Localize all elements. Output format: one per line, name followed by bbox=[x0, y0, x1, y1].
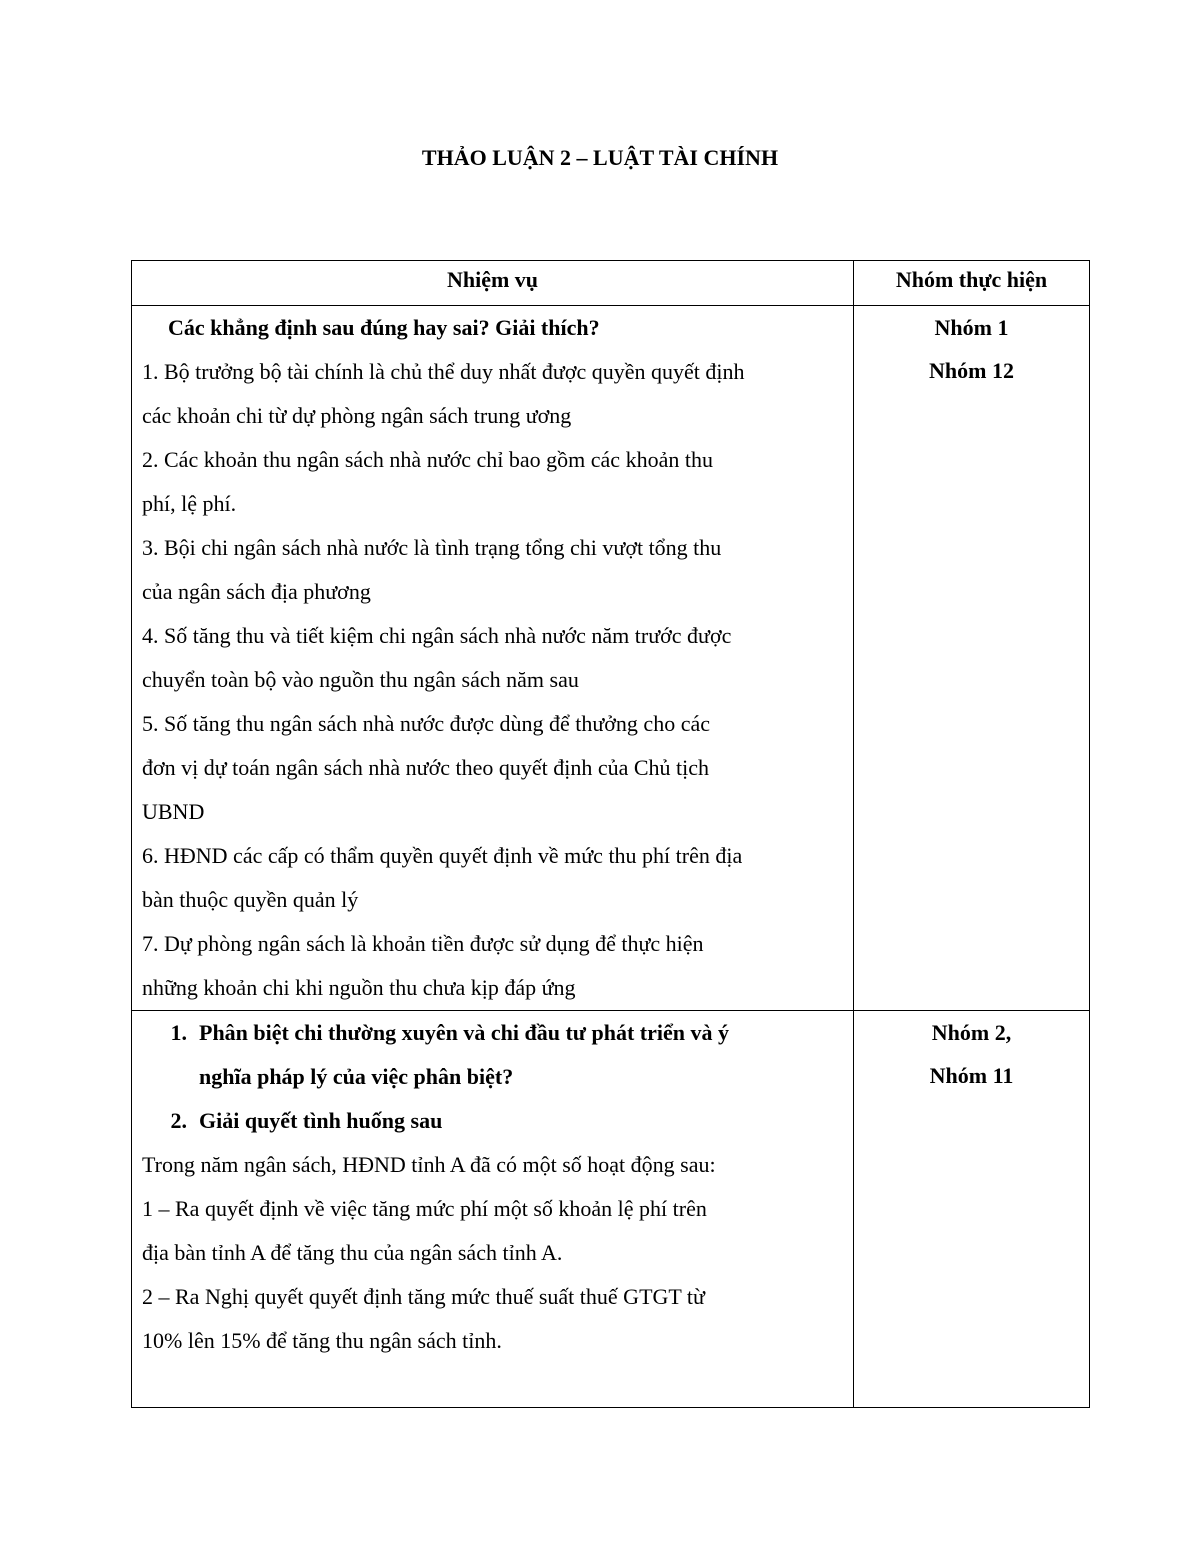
group-name: Nhóm 1 bbox=[934, 315, 1009, 340]
header-task: Nhiệm vụ bbox=[132, 261, 854, 306]
header-group: Nhóm thực hiện bbox=[854, 261, 1090, 306]
item-text: Phân biệt chi thường xuyên và chi đầu tư phát triển và ý bbox=[199, 1020, 729, 1045]
task-line: 1 – Ra quyết định về việc tăng mức phí một số khoản lệ phí trên bbox=[142, 1196, 707, 1221]
question-list bbox=[142, 1011, 841, 1143]
table-row bbox=[132, 1011, 1090, 1408]
item-number: 1. bbox=[170, 1020, 187, 1045]
task-assignment-table bbox=[131, 260, 1090, 1408]
task-line: UBND bbox=[142, 799, 205, 824]
group-name: Nhóm 2, bbox=[931, 1020, 1012, 1045]
table-row bbox=[132, 306, 1090, 1011]
table-header-row bbox=[132, 261, 1090, 306]
task-line: đơn vị dự toán ngân sách nhà nước theo quyết định của Chủ tịch bbox=[142, 755, 710, 780]
task-line: 1. Bộ trưởng bộ tài chính là chủ thể duy nhất được quyền quyết định bbox=[142, 359, 745, 384]
task-cell bbox=[132, 306, 854, 1011]
task-line: chuyển toàn bộ vào nguồn thu ngân sách năm sau bbox=[142, 667, 579, 692]
task-line: 10% lên 15% để tăng thu ngân sách tỉnh. bbox=[142, 1328, 502, 1353]
task-intro: Các khẳng định sau đúng hay sai? Giải thích? bbox=[168, 315, 600, 340]
task-line: các khoản chi từ dự phòng ngân sách trung ương bbox=[142, 403, 572, 428]
task-line: 2. Các khoản thu ngân sách nhà nước chỉ bao gồm các khoản thu bbox=[142, 447, 713, 472]
task-line: bàn thuộc quyền quản lý bbox=[142, 887, 359, 912]
document-title: THẢO LUẬN 2 – LUẬT TÀI CHÍNH bbox=[421, 145, 779, 170]
group-name: Nhóm 11 bbox=[929, 1063, 1014, 1088]
task-line: những khoản chi khi nguồn thu chưa kịp đáp ứng bbox=[142, 975, 576, 1000]
list-item bbox=[142, 1011, 841, 1099]
task-line: của ngân sách địa phương bbox=[142, 579, 371, 604]
task-cell bbox=[132, 1011, 854, 1408]
item-text: nghĩa pháp lý của việc phân biệt? bbox=[199, 1064, 514, 1089]
task-line: 4. Số tăng thu và tiết kiệm chi ngân sách nhà nước năm trước được bbox=[142, 623, 732, 648]
task-line: phí, lệ phí. bbox=[142, 491, 237, 516]
group-name: Nhóm 12 bbox=[929, 358, 1014, 383]
group-cell bbox=[854, 306, 1090, 1011]
item-text: Giải quyết tình huống sau bbox=[199, 1108, 443, 1133]
item-number: 2. bbox=[170, 1108, 187, 1133]
task-line: 3. Bội chi ngân sách nhà nước là tình trạng tổng chi vượt tổng thu bbox=[142, 535, 722, 560]
group-cell bbox=[854, 1011, 1090, 1408]
task-line: 2 – Ra Nghị quyết quyết định tăng mức thuế suất thuế GTGT từ bbox=[142, 1284, 705, 1309]
task-line: Trong năm ngân sách, HĐND tỉnh A đã có một số hoạt động sau: bbox=[142, 1152, 716, 1177]
task-line: 5. Số tăng thu ngân sách nhà nước được dùng để thưởng cho các bbox=[142, 711, 710, 736]
task-line: 6. HĐND các cấp có thẩm quyền quyết định về mức thu phí trên địa bbox=[142, 843, 743, 868]
list-item bbox=[142, 1099, 841, 1143]
task-line: địa bàn tỉnh A để tăng thu của ngân sách tỉnh A. bbox=[142, 1240, 563, 1265]
task-line: 7. Dự phòng ngân sách là khoản tiền được sử dụng để thực hiện bbox=[142, 931, 704, 956]
